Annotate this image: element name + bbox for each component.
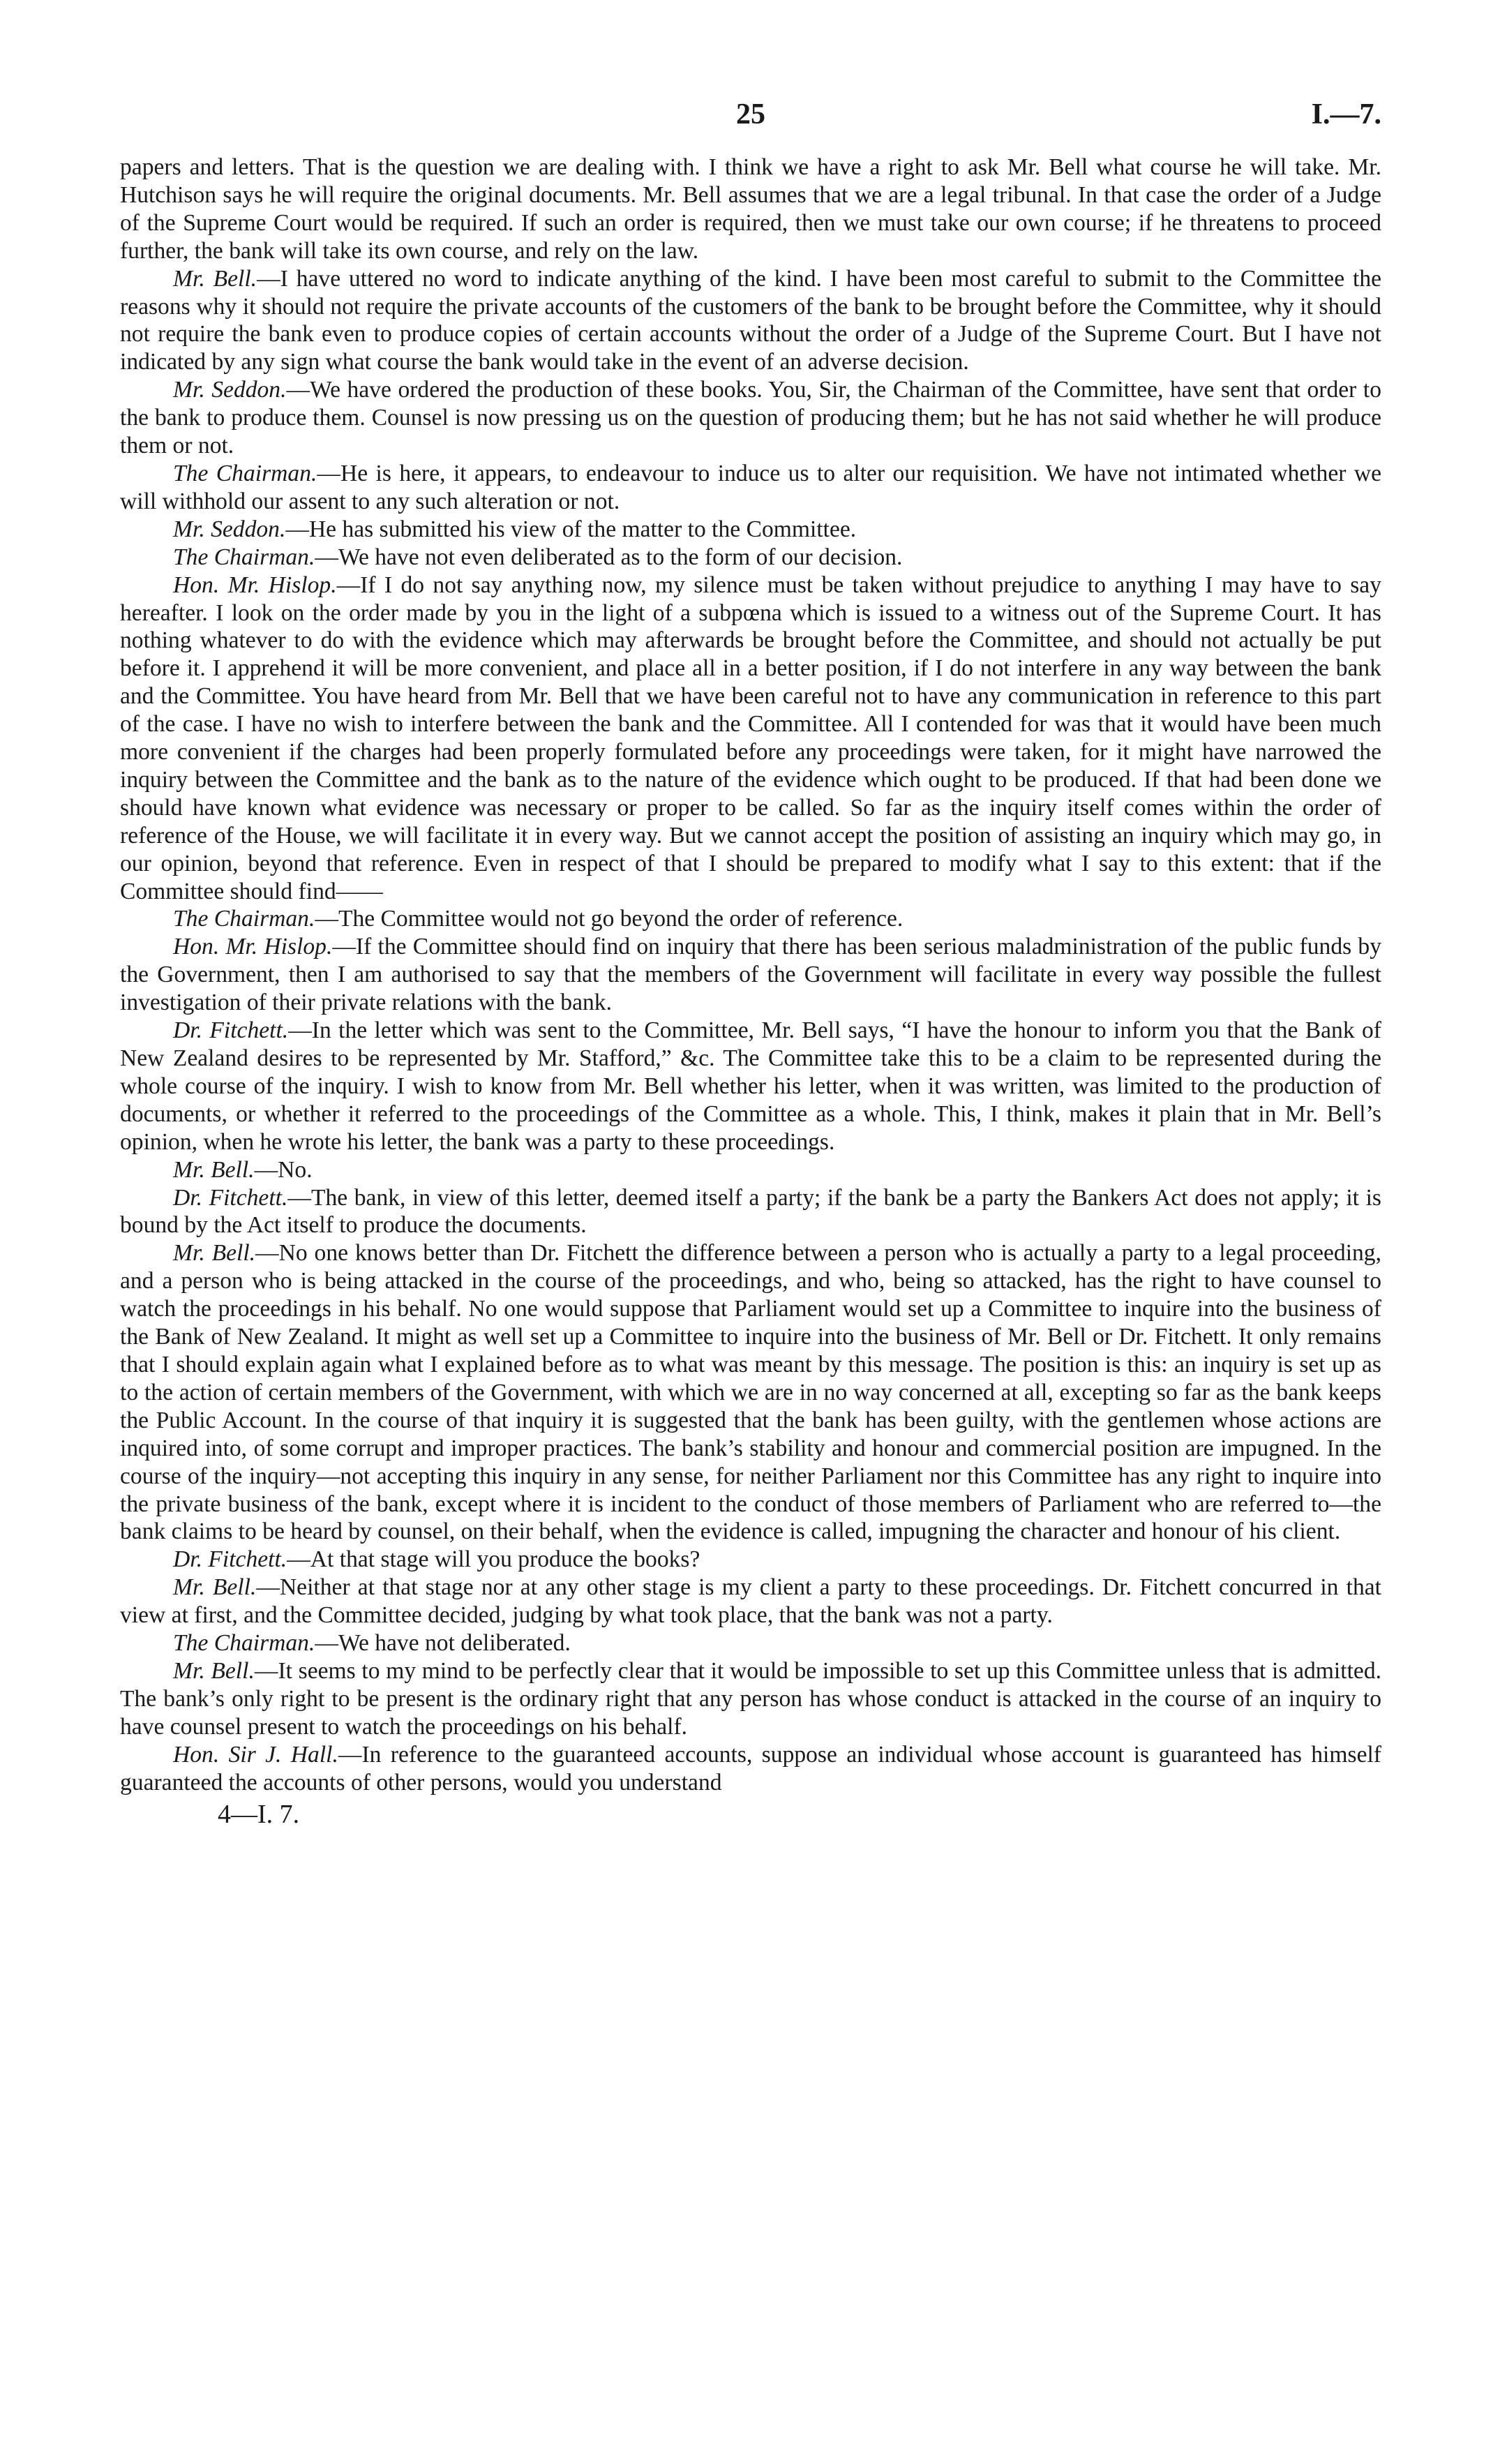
paragraph-10: Mr. Bell.—No.: [173, 1156, 313, 1183]
paragraph-9: Dr. Fitchett.—In the letter which was sent to the Committee, Mr. Bell says, “I have the honour to inform you that the Bank of New Zealand desires to be represented by Mr. Stafford,” &c. The Committee take this to be a claim to be represented during the whole course of the inquiry. I wish to know from Mr. Bell whether his letter, when it was written, was limited to the production of documents, or whether it referred to the proceedings of the Committee as a whole. This, I think, makes it plain that in Mr. Bell’s opinion, when he wrote his letter, the bank was a party to these proceedings.: [120, 1017, 1381, 1155]
paragraph-8: Hon. Mr. Hislop.—If the Committee should find on inquiry that there has been serious maladministration of the public funds by the Government, then I am authorised to say that the members of the Government will facilitate in every way possible the fullest investigation of their private relations with the bank.: [120, 934, 1381, 1016]
speaker-name: Mr. Bell.: [173, 1657, 255, 1684]
paragraph-3: The Chairman.—He is here, it appears, to endeavour to induce us to alter our requisition. We have not intimated whether we will withhold our assent to any such alteration or not.: [120, 460, 1381, 514]
paragraph-0: papers and letters. That is the question we are dealing with. I think we have a right to ask Mr. Bell what course he will take. Mr. Hutchison says he will require the original documents. Mr. Bell assumes that we are a legal tribunal. In that case the order of a Judge of the Supreme Court would be required. If such an order is required, then we must take our own course; if he threatens to proceed further, the bank will take its own course, and rely on the law.: [120, 154, 1381, 264]
speaker-name: Hon. Mr. Hislop.: [173, 572, 337, 598]
speaker-name: Dr. Fitchett.: [173, 1546, 287, 1573]
paragraph-12: Mr. Bell.—No one knows better than Dr. Fitchett the difference between a person who is actually a party to a legal proceeding, and a person who is being attacked in the course of the proceedings, and who, being so attacked, has the right to have counsel to watch the proceedings in his behalf. No one would suppose that Parliament would set up a Committee to inquire into the business of the Bank of New Zealand. It might as well set up a Committee to inquire into the business of Mr. Bell or Dr. Fitchett. It only remains that I should explain again what I explained before as to what was meant by this message. The position is this: an inquiry is set up as to the action of certain members of the Government, with which we are in no way concerned at all, excepting so far as the bank keeps the Public Account. In the course of that inquiry it is suggested that the bank has been guilty, with the gentlemen whose actions are inquired into, of some corrupt and improper practices. The bank’s stability and honour and commercial position are impugned. In the course of the inquiry—not accepting this inquiry in any sense, for neither Parliament nor this Committee has any right to inquire into the private business of the bank, except where it is incident to the conduct of those members of Parliament who are referred to—the bank claims to be heard by counsel, on their behalf, when the evidence is called, impugning the character and honour of his client.: [120, 1240, 1381, 1545]
speaker-name: The Chairman.: [173, 1630, 315, 1657]
speaker-name: The Chairman.: [173, 544, 315, 570]
speaker-name: The Chairman.: [173, 906, 315, 932]
speaker-name: Dr. Fitchett.: [173, 1017, 289, 1044]
document-body: [120, 154, 1381, 1796]
speaker-name: Mr. Bell.: [173, 1156, 255, 1183]
speaker-name: Mr. Seddon.: [173, 377, 287, 403]
speaker-name: Mr. Bell.: [173, 1574, 257, 1601]
page-header: [120, 98, 1381, 154]
paragraph-1: Mr. Bell.—I have uttered no word to indicate anything of the kind. I have been most careful to submit to the Committee the reasons why it should not require the private accounts of the customers of the bank to be brought before the Committee, why it should not require the bank even to produce copies of certain accounts without the order of a Judge of the Supreme Court. But I have not indicated by any sign what course the bank would take in the event of an adverse decision.: [120, 265, 1382, 375]
paragraph-17: Hon. Sir J. Hall.—In reference to the guaranteed accounts, suppose an individual whose account is guaranteed has himself guaranteed the accounts of other persons, would you understand: [120, 1741, 1381, 1795]
paragraph-14: Mr. Bell.—Neither at that stage nor at any other stage is my client a party to these proceedings. Dr. Fitchett concurred in that view at first, and the Committee decided, judging by what took place, that the bank was not a party.: [120, 1574, 1381, 1629]
signature-mark: 4—I. 7.: [218, 1800, 300, 1830]
paragraph-6: Hon. Mr. Hislop.—If I do not say anything now, my silence must be taken without prejudice to anything I may have to say hereafter. I look on the order made by you in the light of a subpœna which is issued to a witness out of the Supreme Court. It has nothing whatever to do with the evidence which may afterwards be brought before the Committee, and should not actually be put before it. I apprehend it will be more convenient, and place all in a better position, if I do not interfere in any way between the bank and the Committee. You have heard from Mr. Bell that we have been careful not to have any communication in reference to this part of the case. I have no wish to interfere between the bank and the Committee. All I contended for was that it would have been much more convenient if the charges had been properly formulated before any proceedings were taken, for it might have narrowed the inquiry between the Committee and the bank as to the nature of the evidence which ought to be produced. If that had been done we should have known what evidence was necessary or proper to be called. So far as the inquiry itself comes within the order of reference of the House, we will facilitate it in every way. But we cannot accept the position of assisting an inquiry which may go, in our opinion, beyond that reference. Even in respect of that I should be prepared to modify what I say to this extent: that if the Committee should find——: [120, 572, 1381, 904]
document-page: [120, 98, 1381, 1830]
paragraph-11: Dr. Fitchett.—The bank, in view of this letter, deemed itself a party; if the bank be a party the Bankers Act does not apply; it is bound by the Act itself to produce the documents.: [120, 1184, 1381, 1239]
speaker-name: Mr. Bell.: [173, 265, 257, 292]
paragraph-7: The Chairman.—The Committee would not go beyond the order of reference.: [173, 906, 903, 932]
speaker-name: Mr. Bell.: [173, 1240, 256, 1267]
page-number: 25: [736, 98, 765, 130]
paragraph-15: The Chairman.—We have not deliberated.: [173, 1630, 571, 1657]
speaker-name: Dr. Fitchett.: [173, 1184, 288, 1211]
paragraph-5: The Chairman.—We have not even deliberated as to the form of our decision.: [173, 544, 903, 570]
speaker-name: Hon. Sir J. Hall.: [173, 1741, 338, 1768]
speaker-name: Hon. Mr. Hislop.: [173, 934, 333, 960]
paragraph-2: Mr. Seddon.—We have ordered the production of these books. You, Sir, the Chairman of the Committee, have sent that order to the bank to produce them. Counsel is now pressing us on the question of producing them; but he has not said whether he will produce them or not.: [120, 377, 1381, 459]
paragraph-16: Mr. Bell.—It seems to my mind to be perfectly clear that it would be impossible to set up this Committee unless that is admitted. The bank’s only right to be present is the ordinary right that any person has whose conduct is attacked in the course of an inquiry to have counsel present to watch the proceedings on his behalf.: [120, 1657, 1382, 1740]
report-code: I.—7.: [1311, 98, 1381, 130]
paragraph-4: Mr. Seddon.—He has submitted his view of the matter to the Committee.: [173, 516, 857, 542]
speaker-name: The Chairman.: [173, 460, 317, 486]
speaker-name: Mr. Seddon.: [173, 516, 286, 542]
paragraph-13: Dr. Fitchett.—At that stage will you produce the books?: [173, 1546, 700, 1573]
